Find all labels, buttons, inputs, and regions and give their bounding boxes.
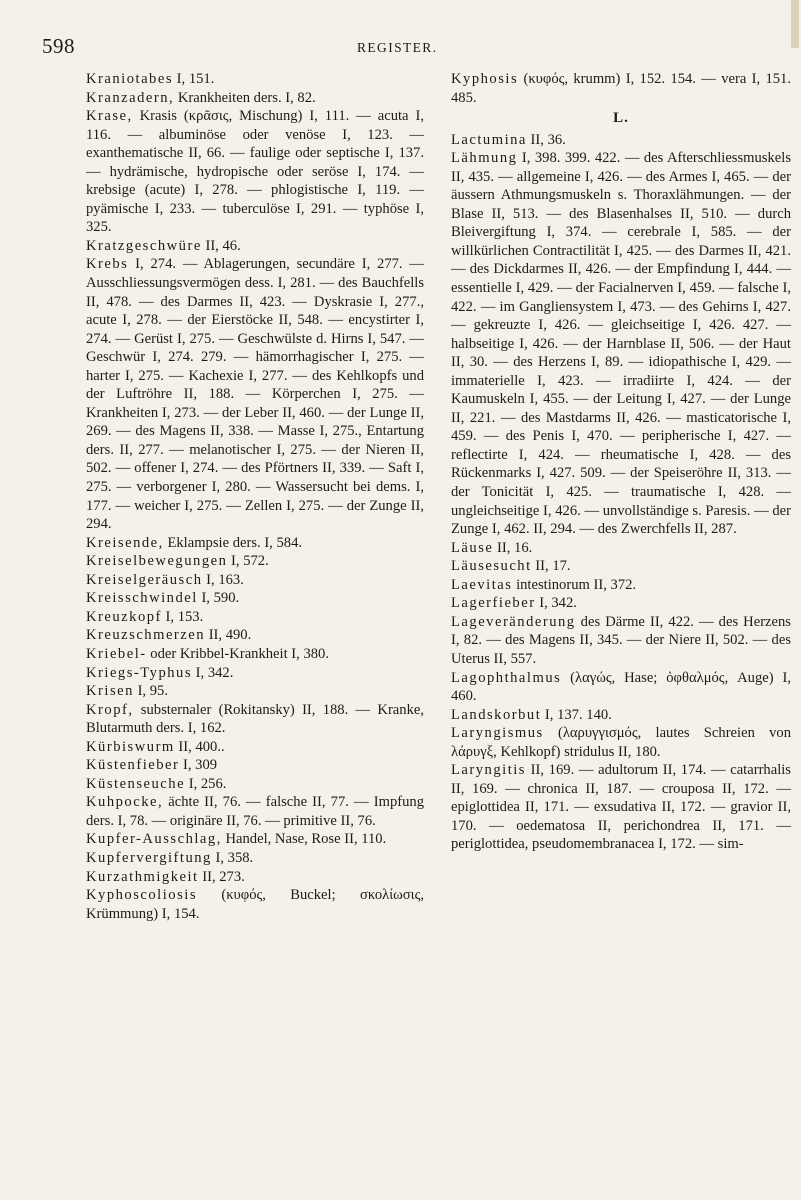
index-keyword: Kratzgeschwüre [86, 237, 202, 254]
index-keyword: Lageveränderung [451, 613, 576, 630]
index-keyword: Kurzathmigkeit [86, 868, 199, 885]
index-keyword: Kreisschwindel [86, 590, 198, 607]
index-entry [86, 701, 424, 738]
index-references: (λαγώς, Hase; ὀφθαλμός, Auge) I, 460. [451, 669, 791, 705]
index-entry [451, 706, 791, 725]
index-references: II, 46. [201, 237, 241, 254]
index-keyword: Lactumina [451, 131, 527, 148]
index-entry [86, 775, 424, 794]
index-entry [86, 534, 424, 553]
index-entry [86, 793, 424, 830]
index-entry [451, 594, 791, 613]
index-keyword: Küstenfieber [86, 757, 180, 774]
index-entry [86, 608, 424, 627]
index-entry [86, 89, 424, 108]
index-keyword: Laryngitis [451, 762, 526, 779]
index-entry [451, 576, 791, 595]
index-entry [86, 830, 424, 849]
index-entry [451, 724, 791, 761]
page-number: 598 [42, 34, 75, 58]
index-references: II, 273. [198, 868, 245, 885]
index-keyword: Kreuzschmerzen [86, 627, 206, 644]
index-keyword: Küstenseuche [86, 775, 186, 792]
index-entry [86, 886, 424, 923]
index-keyword: Laryngismus [451, 725, 544, 742]
index-entry [451, 149, 791, 538]
index-keyword: Kupfer-Ausschlag, [86, 831, 222, 848]
index-references: (κυφός, krumm) I, 152. 154. — vera I, 151. 485. [451, 71, 791, 106]
index-keyword: Kuhpocke, [86, 794, 164, 811]
index-references: Krankheiten ders. I, 82. [174, 89, 316, 106]
index-references: I, 590. [197, 590, 240, 607]
index-references: I, 309 [179, 757, 218, 774]
index-keyword: Läusesucht [451, 558, 532, 575]
index-references: I, 151. [173, 71, 215, 87]
index-references: I, 358. [211, 849, 254, 866]
index-entry [451, 539, 791, 558]
index-keyword: Kupfervergiftung [86, 849, 212, 866]
index-keyword: Kropf, [86, 701, 134, 718]
index-entry [86, 682, 424, 701]
index-entry [451, 761, 791, 854]
index-keyword: Kreuzkopf [86, 608, 162, 625]
index-references: (κυφός, Buckel; σκολίωσις, Krümmung) I, 154. [86, 887, 424, 922]
index-references: oder Kribbel-Krankheit I, 380. [146, 645, 329, 662]
index-references: I, 256. [185, 775, 227, 792]
index-keyword: Laevitas [451, 576, 513, 593]
index-entry [86, 255, 424, 533]
index-entry [86, 552, 424, 571]
index-entry [86, 738, 424, 757]
section-letter: L. [613, 110, 629, 127]
index-entry [86, 626, 424, 645]
index-entry [86, 868, 424, 887]
index-keyword: Landskorbut [451, 706, 542, 723]
index-entry [86, 589, 424, 608]
index-references: I, 153. [161, 608, 204, 625]
index-references: II, 169. — adultorum II, 174. — catarrhalis II, 169. — chronica II, 187. — crouposa II, 172. — epiglottidea II, 171. — exsudativa II, 172. — gravior II, 170. — oedematosa II, perichondrea II, 171. — periglottidea, pseudomembranacea I, 172. — sim- [451, 762, 791, 853]
index-references: I, 398. 399. 422. — des Afterschliessmuskels II, 435. — allgemeine I, 426. — des Armes I, 465. — der äussern Athmungsmuskeln s. Thoraxlähmungen. — der Blase II, 513. — des Blasenhalses II, 510. — durch Bleivergiftung I, 374. — cerebrale I, 585. — der willkürlichen Contractilität I, 425. — des Darmes II, 421. — des Dickdarmes II, 426. — der Empfindung I, 444. — essentielle I, 429. — der Facialnerven I, 459. — falsche I, 422. — im Gangliensystem I, 473. — des Gehirns I, 427. — gekreuzte I, 426. — gleichseitige I, 426. 427. — halbseitige I, 426. — der Harnblase II, 506. — der Haut II, 30. — des Herzens I, 89. — idiopathische I, 429. — immaterielle I, 423. — irradiirte I, 424. — der Kaumuskeln I, 455. — der Leitung I, 427. — der Lunge II, 221. — des Mastdarms II, 426. — masticatorische I, 459. — des Penis I, 470. — peripherische I, 427. — reflectirte I, 424. — rheumatische I, 428. — des Rückenmarks I, 427. 509. — der Speiseröhre II, 313. — der Tonicität I, 425. — traumatische I, 428. — ungleichseitige I, 426. — unvollständige s. Paresis. — der Zunge I, 462. II, 294. — des Zwerchfells II, 287. [451, 150, 791, 538]
index-references: des Därme II, 422. — des Herzens I, 82. — des Magens II, 345. — der Niere II, 502. — des Uterus II, 557. [451, 613, 791, 667]
index-references: Handel, Nase, Rose II, 110. [221, 831, 387, 848]
index-entry [86, 756, 424, 775]
index-keyword: Kraniotabes [86, 71, 174, 87]
index-references: II, 490. [205, 627, 252, 644]
index-keyword: Lagerfieber [451, 595, 536, 612]
index-column-left [86, 70, 424, 1190]
index-keyword: Läuse [451, 539, 494, 556]
index-references: I, 137. 140. [541, 706, 612, 723]
running-head: REGISTER. [357, 40, 438, 55]
index-keyword: Krebs [86, 256, 129, 273]
index-keyword: Kyphoscoliosis [86, 887, 197, 904]
index-keyword: Kranzadern, [86, 89, 175, 106]
index-references: II, 400.. [174, 738, 225, 755]
index-references: I, 342. [192, 664, 234, 681]
index-references: II, 16. [493, 539, 533, 556]
index-entry [451, 131, 791, 150]
index-references: I, 274. — Ablagerungen, secundäre I, 277. — Ausschliessungsvermögen dess. I, 281. — des Bauchfells II, 478. — des Darmes II, 423. — Dyskrasie I, 277., acute I, 278. — der Eierstöcke II, 548. — encystirter I, 274. — Gerüst I, 275. — Geschwülste d. Hirns I, 547. — Geschwür I, 274. 279. — hämorrhagischer I, 275. — harter I, 275. — Kachexie I, 277. — des Kehlkopfs und der Luftröhre II, 188. — Körperchen I, 275. — Krankheiten I, 273. — der Leber II, 460. — der Lunge II, 269. — des Magens II, 338. — Masse I, 275., Entartung ders. II, 277. — melanotischer I, 275. — der Nieren II, 502. — offener I, 274. — des Pförtners II, 339. — Saft I, 275. — verborgener I, 280. — Wassersucht bei dems. I, 177. — weicher I, 275. — Zellen I, 275. — der Zunge II, 294. [86, 256, 424, 533]
index-references: Eklampsie ders. I, 584. [163, 534, 303, 551]
index-entry [86, 664, 424, 683]
index-references: I, 342. [535, 595, 577, 612]
index-keyword: Kriegs-Typhus [86, 664, 193, 681]
index-keyword: Lagophthalmus [451, 669, 562, 686]
index-references: II, 17. [531, 558, 571, 575]
index-entry [451, 669, 791, 706]
index-keyword: Kyphosis [451, 71, 519, 87]
index-references: II, 36. [526, 131, 566, 148]
index-entry [451, 70, 791, 107]
index-references: intestinorum II, 372. [512, 576, 637, 593]
index-entry [86, 70, 424, 89]
index-keyword: Kreiselbewegungen [86, 553, 228, 570]
index-references: Krasis (κρᾶσις, Mischung) I, 111. — acuta I, 116. — albuminöse oder venöse I, 123. — exanthematische II, 66. — faulige oder septische I, 137. — hydrämische, hydropische oder seröse I, 174. — krebsige (acute) I, 278. — phlogistische I, 119. — pyämische I, 233. — tuberculöse I, 291. — typhöse I, 325. [86, 108, 424, 236]
index-keyword: Kürbiswurm [86, 738, 175, 755]
index-references: I, 163. [202, 571, 244, 588]
index-references: (λαρυγγισμός, lautes Schreien von λάρυγξ, Kehlkopf) stridulus II, 180. [451, 725, 791, 760]
page-edge-mark [791, 0, 799, 48]
index-entry [451, 613, 791, 669]
index-entry [451, 557, 791, 576]
index-keyword: Krase, [86, 108, 133, 125]
index-entry [86, 645, 424, 664]
index-references: substernaler (Rokitansky) II, 188. — Kranke, Blutarmuth ders. I, 162. [86, 701, 424, 737]
index-entry [86, 237, 424, 256]
index-keyword: Kreisende, [86, 534, 164, 551]
index-references: I, 95. [133, 683, 168, 700]
index-entry [86, 849, 424, 868]
index-keyword: Krisen [86, 683, 134, 700]
index-entry [86, 571, 424, 590]
index-keyword: Kreiselgeräusch [86, 571, 203, 588]
index-references: ächte II, 76. — falsche II, 77. — Impfung ders. I, 78. — originäre II, 76. — primitive II, 76. [86, 794, 424, 829]
index-keyword: Lähmung [451, 150, 518, 167]
index-references: I, 572. [227, 553, 269, 570]
index-column-right [451, 70, 791, 1190]
index-keyword: Kriebel- [86, 645, 147, 662]
index-entry [86, 107, 424, 237]
